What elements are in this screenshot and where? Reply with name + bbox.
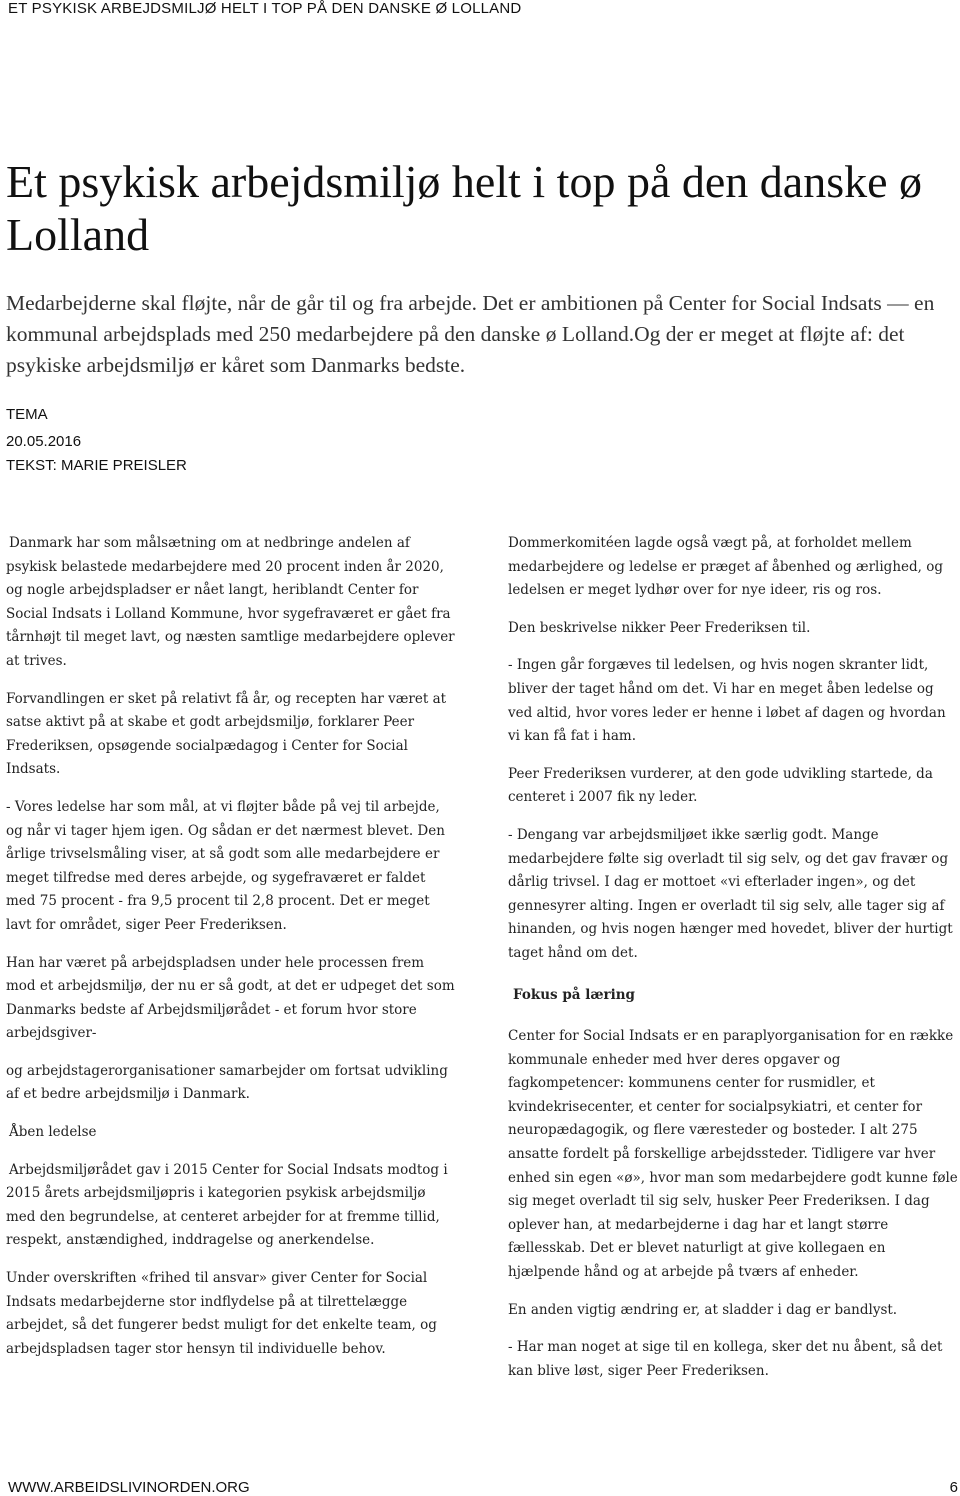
- body-paragraph: Under overskriften «frihed til ansvar» giver Center for Social Indsats medarbejderne stor indflydelse på at tilrettelægge arbejdet, så det fungerer bedst muligt for det enkelte team, og arbejdspladsen tager stor hensyn til individuelle behov.: [6, 1270, 437, 1357]
- right-column: [508, 532, 960, 1383]
- body-paragraph: og arbejdstagerorganisationer samarbejder om fortsat udvikling af et bedre arbejdsmiljø i Danmark.: [6, 1062, 448, 1103]
- section-heading: Åben ledelse: [9, 1124, 97, 1141]
- page-number: 6: [949, 1479, 958, 1496]
- body-paragraph: En anden vigtig ændring er, at sladder i dag er bandlyst.: [508, 1301, 898, 1318]
- page-footer: [8, 1479, 958, 1496]
- body-paragraph: - Dengang var arbejdsmiljøet ikke særlig godt. Mange medarbejdere følte sig overladt til sig selv, og det gav fravær og dårlig trivsel. I dag er mottoet «vi efterlader ingen», og det gennesyrer alting. Ingen er overladt til sig selv, alle tager sig af hinanden, og hvis nogen hænger med hovedet, bliver der hurtigt taget hånd om det.: [508, 826, 953, 961]
- body-paragraph: Den beskrivelse nikker Peer Frederiksen til.: [508, 619, 811, 636]
- body-paragraph: Dommerkomitéen lagde også vægt på, at forholdet mellem medarbejdere og ledelse er præget af åbenhed og ærlighed, og ledelsen er meget lydhør over for nye ideer, ris og ros.: [508, 535, 943, 599]
- left-column: [6, 532, 456, 1361]
- body-paragraph: Peer Frederiksen vurderer, at den gode udvikling startede, da centeret i 2007 fik ny leder.: [508, 765, 933, 806]
- body-paragraph: - Har man noget at sige til en kollega, sker det nu åbent, så det kan blive løst, siger Peer Frederiksen.: [508, 1339, 943, 1379]
- byline: TEKST: MARIE PREISLER: [6, 457, 187, 474]
- body-paragraph: Danmark har som målsætning om at nedbringe andelen af psykisk belastede medarbejdere med 20 procent inden år 2020, og nogle arbejdspladser er nået langt, heriblandt Center for Social Indsats i Lolland Kommune, hvor sygefraværet er gået fra tårnhøjt til meget lavt, og næsten samtlige medarbejdere oplever at trives.: [6, 535, 455, 669]
- publish-date: 20.05.2016: [6, 433, 82, 450]
- body-paragraph: Han har været på arbejdspladsen under hele processen frem mod et arbejdsmiljø, der nu er så godt, at det er udpeget det som Danmarks bedste af Arbejdsmiljørådet - et forum hvor store arbejdsgiver-: [6, 954, 455, 1042]
- running-header: ET PSYKISK ARBEJDSMILJØ HELT I TOP PÅ DEN DANSKE Ø LOLLAND: [8, 0, 522, 17]
- footer-site-link[interactable]: WWW.ARBEIDSLIVINORDEN.ORG: [8, 1479, 250, 1496]
- category-label[interactable]: TEMA: [6, 406, 48, 423]
- article-lead: Medarbejderne skal fløjte, når de går til og fra arbejde. Det er ambitionen på Center for Social Indsats — en kommunal arbejdsplads med 250 medarbejdere på den danske ø Lolland.Og der er meget at fløjte af: det psykiske arbejdsmiljø er kåret som Danmarks bedste.: [6, 291, 935, 377]
- body-paragraph: - Vores ledelse har som mål, at vi fløjter både på vej til arbejde, og når vi tager hjem igen. Og sådan er det nærmest blevet. Den årlige trivselsmåling viser, at så godt som alle medarbejdere er meget tilfredse med deres arbejde, og sygefraværet er faldet med 75 procent - fra 9,5 procent til 2,8 procent. Det er meget lavt for området, siger Peer Frederiksen.: [6, 798, 445, 933]
- body-paragraph: Forvandlingen er sket på relativt få år, og recepten har været at satse aktivt på at skabe et godt arbejdsmiljø, forklarer Peer Frederiksen, opsøgende socialpædagog i Center for Social Indsats.: [6, 690, 447, 778]
- body-paragraph: Center for Social Indsats er en paraplyorganisation for en række kommunale enheder med hver deres opgaver og fagkompetencer: kommunens center for rusmidler, et kvindekrisecenter, et center for socialpsykiatri, et center for neuropædagogik, og flere væresteder og bosteder. I alt 275 ansatte fordelt på forskellige arbejdssteder. Tidligere var hver enhed sin egen «ø», hvor man som medarbejdere godt kunne føle sig meget overladt til sig selv, husker Peer Frederiksen. I dag oplever han, at medarbejderne i dag har et langt større fællesskab. Det er blevet naturligt at give kollegaen en hjælpende hånd og at arbejde på tværs af enheder.: [508, 1028, 958, 1281]
- body-paragraph: Arbejdsmiljørådet gav i 2015 Center for Social Indsats modtog i 2015 årets arbejdsmiljøpris i kategorien psykisk arbejdsmiljø med den begrundelse, at centeret arbejder for at fremme tillid, respekt, anstændighed, inddragelse og anerkendelse.: [6, 1161, 448, 1249]
- body-paragraph: - Ingen går forgæves til ledelsen, og hvis nogen skranter lidt, bliver der taget hånd om det. Vi har en meget åben ledelse og ved altid, hvor vores leder er henne i løbet af dagen og hvordan vi kan få fat i ham.: [508, 657, 946, 745]
- article-title: Et psykisk arbejdsmiljø helt i top på den danske ø Lolland: [6, 156, 923, 260]
- section-heading: Fokus på læring: [513, 986, 635, 1003]
